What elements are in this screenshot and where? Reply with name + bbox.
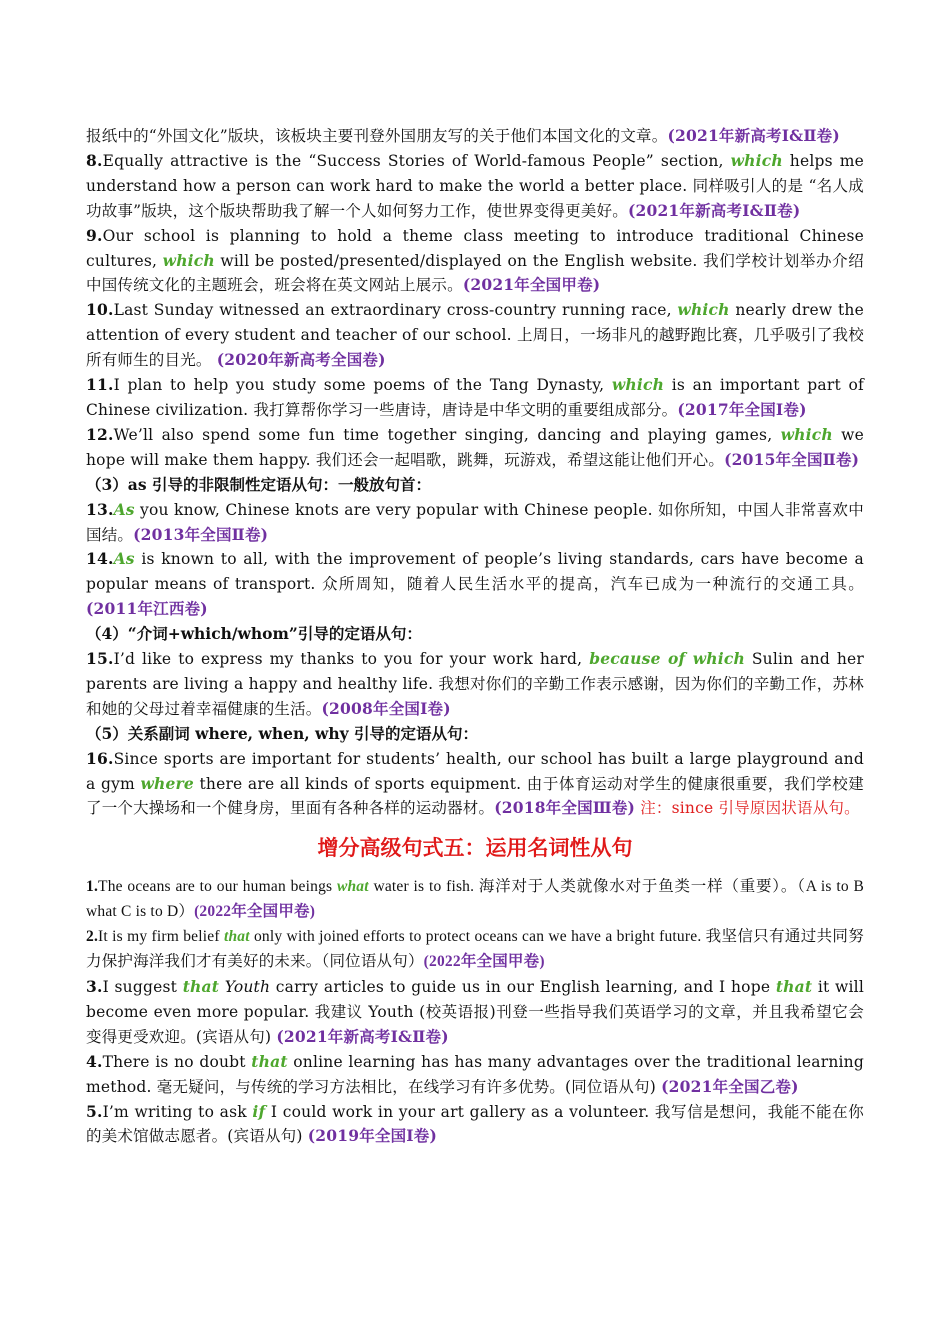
section-title: 增分高级句式五：运用名词性从句 [317,835,633,861]
noun-item-5 [86,1100,864,1150]
item-text: Our school is planning to hold a theme class meeting to introduce traditional Chinese cultures, [86,226,864,270]
keyword: that [182,977,220,996]
keyword: which [730,150,783,170]
item-number: 3. [86,977,103,996]
keyword: As [113,499,135,519]
item-text: is an important part of Chinese civilization. 我打算帮你学习一些唐诗，唐诗是中华文明的重要组成部分。 [86,376,864,419]
item-text: I suggest [102,978,183,996]
item-text: Sulin and her parents are living a happy and healthy life. 我想对你们的辛勤工作表示感谢，因为你们的辛勤工作，苏林和她的父母过着幸福健康的生活。 [86,650,864,718]
item-number: 12. [86,424,114,444]
subheading-as: （3）as 引导的非限制性定语从句：一般放句首： [86,474,431,494]
item-number: 15. [86,649,114,669]
item-number: 13. [86,499,114,519]
relative-item-9 [86,224,864,299]
item-text: carry articles to guide us in our English learning, and I hope [270,978,776,996]
item-text: Since sports are important for students’ health, our school has built a large playground and a gym [86,749,864,793]
item-text: will be posted/presented/displayed on the English website. 我们学校计划举办介绍中国传统文化的主题班会，班会将在英文网站上展示。 [86,251,864,295]
item-text: Equally attractive is the “Success Stories of World-famous People” section, [102,151,731,170]
item-text: The oceans are to our human beings [98,878,337,896]
subheading-relative-adverb: （5）关系副词 where, when, why 引导的定语从句： [86,723,479,743]
source-tag: (2021年全国甲卷) [462,275,601,295]
keyword: where [140,773,194,793]
source-tag: (2021年新高考Ⅰ&Ⅱ卷) [627,200,801,220]
source-tag: (2019年全国Ⅰ卷) [307,1126,437,1146]
item-number: 9. [86,225,103,245]
keyword: As [113,549,135,569]
source-tag: (2022年全国甲卷) [423,953,545,971]
noun-item-3 [86,975,864,1050]
as-item-13 [86,498,864,548]
item-text: is known to all, with the improvement of people’s living standards, cars have become a popular means of transport. 众所周知，随着人民生活水平的提高，汽车已成为一种流行的交通工具。 [86,550,864,594]
item-text: It is my firm belief [98,928,224,946]
relative-item-10 [86,298,864,373]
keyword: if [252,1101,266,1121]
keyword: which [162,250,215,270]
keyword: that [251,1051,288,1071]
item-text: it will become even more popular. 我建议 Youth (校英语报)刊登一些指导我们英语学习的文章，并且我希望它会变得更受欢迎。(宾语从句) [86,978,864,1046]
relative-item-12 [86,423,864,473]
item-text: online learning has has many advantages over the traditional learning method. 毫无疑问，与传统的学习方法相比，在线学习有许多优势。(同位语从句) [86,1052,864,1096]
source-tag: (2011年江西卷) [86,599,208,619]
keyword: that [223,928,250,946]
item-number: 16. [86,748,114,768]
item-text: I’m writing to ask [102,1102,253,1121]
item-text: you know, Chinese knots are very popular with Chinese people. 如你所知，中国人非常喜欢中国结。 [86,500,864,544]
item-text: helps me understand how a person can work hard to make the world a better place. 同样吸引人的是 “名人成功故事”版块，这个版块帮助我了解一个人如何努力工作，使世界变得更美好。 [86,151,865,220]
item-number: 14. [86,549,114,569]
source-tag: (2020年新高考全国卷) [216,350,386,370]
keyword: that [775,977,813,996]
item-text: We’ll also spend some fun time together singing, dancing and playing games, [113,425,781,444]
source-tag: (2013年全国Ⅱ卷) [133,524,269,544]
item-text: only with joined efforts to protect oceans can we have a bright future. 我坚信只有通过共同努力保护海洋我们才有美好的未来。（同位语从句） [86,928,864,971]
item-text: we hope will make them happy. 我们还会一起唱歌，跳舞，玩游戏，希望这能让他们开心。 [86,425,865,469]
source-tag: (2022年全国甲卷) [194,903,316,921]
subheading-prep-which: （4）“介词+which/whom”引导的定语从句： [86,624,422,644]
source-tag: (2021年新高考Ⅰ&Ⅱ卷) [667,126,840,145]
keyword: which [611,375,665,395]
item-number: 11. [86,375,114,395]
source-tag: (2015年全国Ⅱ卷) [724,449,860,469]
source-tag: (2008年全国Ⅰ卷) [321,698,451,718]
source-tag: (2018年全国Ⅲ卷) [494,798,636,818]
item-text: I could work in your art gallery as a volunteer. 我写信是想问，我能不能在你的美术馆做志愿者。(宾语从句) [86,1102,864,1146]
prep-item-15 [86,647,864,722]
item-number: 4. [86,1051,103,1071]
item-number: 1. [86,878,99,896]
adv-item-16 [86,747,864,822]
noun-item-4 [86,1050,864,1100]
item-text: there are all kinds of sports equipment. 由于体育运动对学生的健康很重要，我们学校建了一个大操场和一个健身房，里面有各种各样的运动器材。 [86,774,865,818]
item-number: 5. [86,1101,103,1121]
keyword: which [780,424,833,444]
relative-item-11 [86,373,864,423]
document-page [86,124,864,1149]
noun-item-2 [86,925,864,975]
relative-item-8 [86,149,864,224]
source-tag: (2021年全国乙卷) [661,1076,799,1096]
item-text: There is no doubt [102,1052,252,1071]
item-text: nearly drew the attention of every student and teacher of our school. 上周日，一场非凡的越野跑比赛，几乎吸引了我校所有师生的目光。 [86,301,864,370]
source-tag: (2021年新高考Ⅰ&Ⅱ卷) [276,1026,449,1046]
keyword: which [677,300,730,320]
keyword: because of which [589,649,745,669]
item-number: 10. [86,300,114,320]
item-text: water is to fish. 海洋对于人类就像水对于鱼类一样（重要）。（A is to B what C is to D） [86,878,864,921]
item-number: 8. [86,150,103,170]
note-text: 注：since 引导原因状语从句。 [635,799,860,818]
source-tag: (2017年全国Ⅰ卷) [677,399,807,419]
item-text: I’d like to express my thanks to you for your work hard, [113,650,590,669]
intro-paragraph [86,124,864,149]
item-text: Youth [219,978,271,996]
keyword: what [336,878,369,896]
as-item-14 [86,547,864,622]
intro-text: 报纸中的“外国文化”版块，该板块主要刊登外国朋友写的关于他们本国文化的文章。 [86,127,668,145]
noun-item-1 [86,875,864,925]
item-number: 2. [86,928,99,946]
item-text: Last Sunday witnessed an extraordinary cross-country running race, [113,301,678,320]
item-text: I plan to help you study some poems of the Tang Dynasty, [113,376,612,395]
